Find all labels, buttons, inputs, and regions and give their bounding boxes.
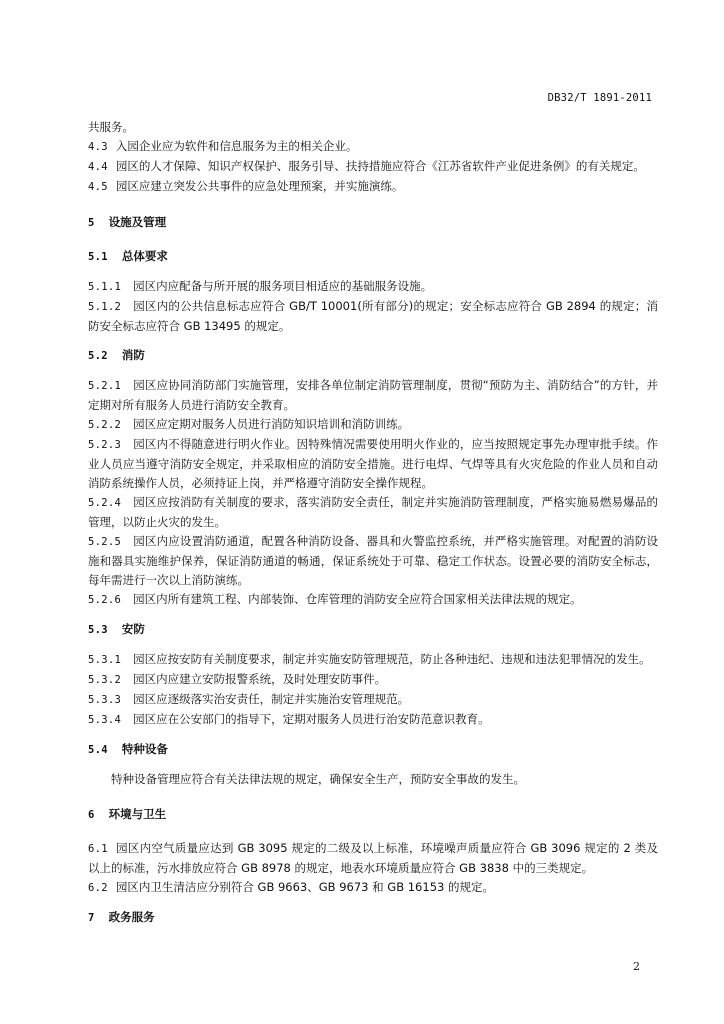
section-5-3-heading [88, 620, 658, 640]
clause-number: 5.2.4 [88, 497, 122, 509]
clause-5-2-3 [88, 435, 658, 493]
clause-number: 5.2.6 [88, 594, 122, 606]
clause-text: 园区应按安防有关制度要求，制定并实施安防管理规范，防止各种违纪、违规和违法犯罪情况的发生。 [133, 652, 651, 666]
heading-title: 总体要求 [121, 249, 168, 263]
clause-number: 6.1 [88, 843, 108, 855]
clause-text: 园区的人才保障、知识产权保护、服务引导、扶持措施应符合《江苏省软件产业促进条例》的有关规定。 [115, 159, 645, 173]
clause-text: 园区内所有建筑工程、内部装饰、仓库管理的消防安全应符合国家相关法律法规的规定。 [133, 592, 582, 606]
clause-4-3 [88, 137, 658, 157]
chapter-5-heading [88, 213, 658, 233]
clause-5-3-1 [88, 650, 658, 670]
clause-text: 园区内卫生清洁应分别符合 GB 9663、GB 9673 和 GB 16153 的规定。 [115, 880, 494, 894]
page-number: 2 [633, 960, 640, 973]
clause-5-2-1 [88, 376, 658, 415]
clause-5-3-4 [88, 710, 658, 730]
clause-number: 5.2.5 [88, 536, 122, 548]
clause-4-4 [88, 157, 658, 177]
chapter-6-heading [88, 805, 658, 825]
clause-5-2-6 [88, 590, 658, 610]
heading-number: 5.3 [88, 624, 108, 636]
heading-title: 环境与卫生 [108, 807, 167, 821]
continued-paragraph: 共服务。 [88, 120, 134, 134]
heading-title: 消防 [121, 348, 145, 362]
clause-number: 6.2 [88, 882, 108, 894]
clause-number: 5.2.1 [88, 380, 122, 392]
clause-number: 5.1.1 [88, 281, 122, 293]
chapter-7-heading [88, 908, 658, 928]
clause-number: 5.1.2 [88, 301, 122, 313]
clause-4-5 [88, 177, 658, 197]
clause-5-2-5 [88, 532, 658, 590]
clause-number: 5.2.3 [88, 439, 122, 451]
clause-text: 园区内应配备与所开展的服务项目相适应的基础服务设施。 [133, 279, 433, 293]
heading-title: 政务服务 [108, 910, 155, 924]
clause-5-1-1 [88, 277, 658, 297]
clause-number: 4.4 [88, 161, 108, 173]
clause-text: 园区应建立突发公共事件的应急处理预案，并实施演练。 [115, 179, 404, 193]
clause-number: 5.2.2 [88, 419, 122, 431]
heading-title: 特种设备 [121, 742, 168, 756]
clause-text: 园区应在公安部门的指导下，定期对服务人员进行治安防范意识教育。 [133, 712, 490, 726]
section-5-2-heading [88, 346, 658, 366]
clause-text: 园区内不得随意进行明火作业。因特殊情况需要使用明火作业的，应当按照规定事先办理审批手续。作业人员应当遵守消防安全规定，并采取相应的消防安全措施。进行电焊、气焊等具有火灾危险的作业人员和自动消防系统操作人员，必须持证上岗，并严格遵守消防安全操作规程。 [88, 437, 658, 490]
heading-number: 5.2 [88, 350, 108, 362]
clause-text: 园区应定期对服务人员进行消防知识培训和消防训练。 [133, 417, 410, 431]
clause-text: 园区应逐级落实治安责任，制定并实施治安管理规范。 [133, 692, 410, 706]
clause-number: 4.3 [88, 141, 108, 153]
heading-number: 5 [88, 217, 95, 229]
clause-number: 5.3.2 [88, 674, 122, 686]
heading-title: 设施及管理 [108, 215, 167, 229]
heading-number: 7 [88, 912, 95, 924]
heading-number: 6 [88, 809, 95, 821]
clause-number: 5.3.3 [88, 694, 122, 706]
clause-6-2 [88, 878, 658, 898]
clause-5-2-4 [88, 493, 658, 532]
clause-text: 园区应协同消防部门实施管理，安排各单位制定消防管理制度，贯彻“预防为主、消防结合”的方针，并定期对所有服务人员进行消防安全教育。 [88, 378, 658, 412]
standard-code: DB32/T 1891-2011 [547, 92, 652, 104]
document-body [88, 118, 658, 938]
clause-number: 4.5 [88, 181, 108, 193]
clause-text: 园区内应建立安防报警系统，及时处理安防事件。 [133, 672, 387, 686]
clause-5-3-2 [88, 670, 658, 690]
heading-title: 安防 [121, 622, 145, 636]
clause-5-1-2 [88, 297, 658, 336]
clause-text: 入园企业应为软件和信息服务为主的相关企业。 [115, 139, 358, 153]
section-5-4-heading [88, 740, 658, 760]
section-5-1-heading [88, 247, 658, 267]
clause-number: 5.3.4 [88, 714, 122, 726]
heading-number: 5.1 [88, 251, 108, 263]
clause-text: 园区内的公共信息标志应符合 GB/T 10001(所有部分)的规定；安全标志应符合 GB 2894 的规定；消防安全标志应符合 GB 13495 的规定。 [88, 299, 658, 333]
clause-5-2-2 [88, 415, 658, 435]
heading-number: 5.4 [88, 744, 108, 756]
clause-number: 5.3.1 [88, 654, 122, 666]
clause-text: 园区内空气质量应达到 GB 3095 规定的二级及以上标准，环境噪声质量应符合 GB 3096 规定的 2 类及以上的标准，污水排放应符合 GB 8978 的规定，地表水环境质量应符合 GB 3838 中的三类规定。 [88, 841, 658, 875]
clause-5-4-text: 特种设备管理应符合有关法律法规的规定，确保安全生产，预防安全事故的发生。 [111, 772, 525, 786]
clause-text: 园区应按消防有关制度的要求，落实消防安全责任，制定并实施消防管理制度，严格实施易燃易爆品的管理，以防止火灾的发生。 [88, 495, 658, 529]
clause-text: 园区内应设置消防通道，配置各种消防设备、器具和火警监控系统，并严格实施管理。对配置的消防设施和器具实施维护保养，保证消防通道的畅通，保证系统处于可靠、稳定工作状态。设置必要的消防安全标志，每年需进行一次以上消防演练。 [88, 534, 658, 587]
clause-6-1 [88, 839, 658, 878]
clause-5-3-3 [88, 690, 658, 710]
